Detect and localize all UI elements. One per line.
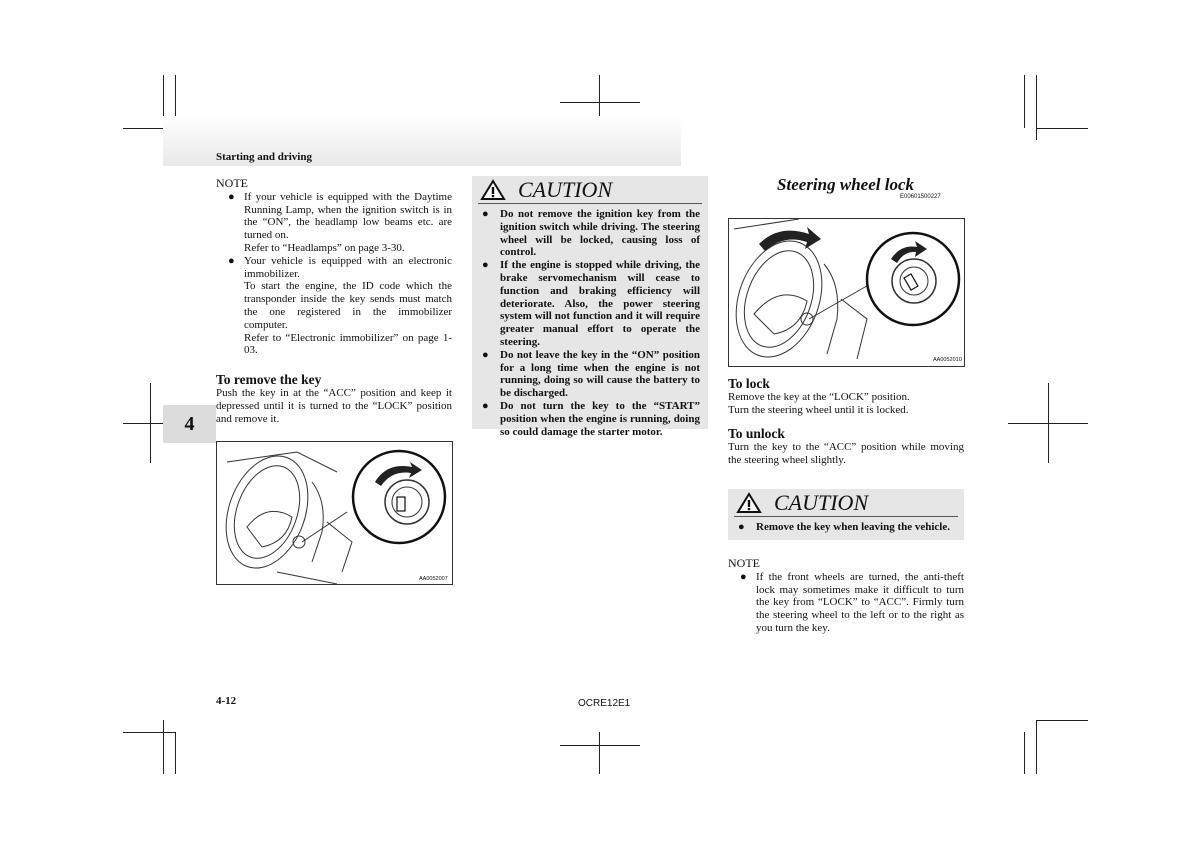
crop-mark (560, 745, 640, 746)
note-text: Your vehicle is equipped with an electronic immobilizer. (244, 254, 452, 280)
warning-triangle-icon (736, 492, 762, 514)
list-item (478, 208, 700, 259)
caution-header (478, 176, 702, 204)
crop-mark (1036, 720, 1088, 721)
warning-triangle-icon (480, 179, 506, 201)
right-note (728, 557, 964, 635)
caution-text: If the engine is stopped while driving, the brake servomechanism will cease to function and braking efficiency will deteriorate. Also, the power steering system will not function and it will require greater manual effort to operate the steering. (500, 259, 700, 348)
note-detail: To start the engine, the ID code which the transponder inside the key sends must match the one registered in the immobilizer computer. (244, 280, 452, 331)
caution-text: Do not turn the key to the “START” position when the engine is running, doing so could damage the starter motor. (500, 399, 700, 438)
note-reference: Refer to “Electronic immobilizer” on page 1-03. (244, 331, 452, 357)
bullet-dot-icon: ● (482, 208, 489, 220)
crop-mark (1024, 75, 1025, 128)
title-code: E00601500227 (900, 194, 941, 200)
caution-list (728, 517, 964, 536)
caution-text: Do not leave the key in the “ON” position for a long time when the engine is not running, doing so will cause the battery to be discharged. (500, 348, 700, 400)
bullet-dot-icon: ● (738, 521, 745, 533)
right-column (728, 378, 964, 467)
remove-key-heading: To remove the key (216, 372, 322, 388)
steering-illustration (729, 219, 964, 366)
crop-mark (599, 732, 600, 774)
crop-mark (123, 732, 175, 733)
unlock-text: Turn the key to the “ACC” position while moving the steering wheel slightly. (728, 441, 964, 466)
note-text: If the front wheels are turned, the anti-theft lock may sometimes make it difficult to turn the key from “LOCK” to “ACC”. Firmly turn the steering wheel to the left or to the right as you turn the key. (756, 570, 964, 634)
bullet-dot-icon: ● (482, 348, 489, 361)
crop-mark (1036, 128, 1088, 129)
crop-mark (1008, 423, 1088, 424)
note-text: If your vehicle is equipped with the Daytime Running Lamp, when the ignition switch is in the “ON”, the headlamp low beams etc. are turned on. (244, 190, 452, 242)
figure-code: AA0052010 (933, 357, 962, 363)
page-number: 4-12 (216, 695, 237, 707)
caution-header (734, 489, 958, 517)
to-unlock-heading: To unlock (728, 426, 785, 442)
list-item (478, 259, 700, 349)
bullet-dot-icon: ● (482, 259, 489, 272)
ignition-illustration (217, 442, 452, 584)
chapter-tab: 4 (163, 405, 216, 443)
list-item (478, 400, 700, 438)
document-code: OCRE12E1 (578, 698, 631, 709)
caution-box (728, 489, 964, 540)
list-item (734, 521, 956, 534)
note-reference: Refer to “Headlamps” on page 3-30. (244, 241, 405, 254)
figure-code: AA0052007 (419, 576, 448, 582)
section-title: Starting and driving (216, 151, 312, 163)
list-item (216, 191, 452, 242)
crop-mark (163, 720, 164, 774)
note-label: NOTE (728, 556, 760, 570)
bullet-dot-icon: ● (228, 190, 235, 203)
caution-title: CAUTION (774, 489, 869, 515)
steering-lock-figure (728, 218, 965, 367)
lock-line: Turn the steering wheel until it is locked. (728, 403, 909, 416)
steering-lock-title: Steering wheel lock (777, 175, 914, 194)
to-lock-heading: To lock (728, 376, 770, 391)
crop-mark (560, 102, 640, 103)
caution-text: Do not remove the ignition key from the ignition switch while driving. The steering wheel will be locked, causing loss of control. (500, 208, 700, 259)
caution-title: CAUTION (518, 176, 613, 202)
crop-mark (1024, 732, 1025, 774)
list-item (216, 255, 452, 281)
left-column (216, 177, 452, 425)
crop-mark (1036, 720, 1037, 774)
caution-list (472, 204, 708, 440)
note-label: NOTE (216, 176, 248, 190)
bullet-dot-icon: ● (740, 570, 747, 583)
bullet-dot-icon: ● (228, 254, 235, 267)
lock-line: Remove the key at the “LOCK” position. (728, 390, 910, 403)
caution-box (472, 176, 708, 438)
caution-text: Remove the key when leaving the vehicle. (756, 521, 950, 533)
list-item (728, 571, 964, 635)
bullet-dot-icon: ● (482, 399, 489, 412)
list-item (478, 349, 700, 400)
remove-key-text: Push the key in at the “ACC” position and keep it depressed until it is turned to the “LOCK” position and remove it. (216, 386, 452, 425)
crop-mark (175, 732, 176, 774)
ignition-key-figure (216, 441, 453, 585)
rotate-arrow-icon (759, 227, 821, 251)
crop-mark (1036, 75, 1037, 140)
